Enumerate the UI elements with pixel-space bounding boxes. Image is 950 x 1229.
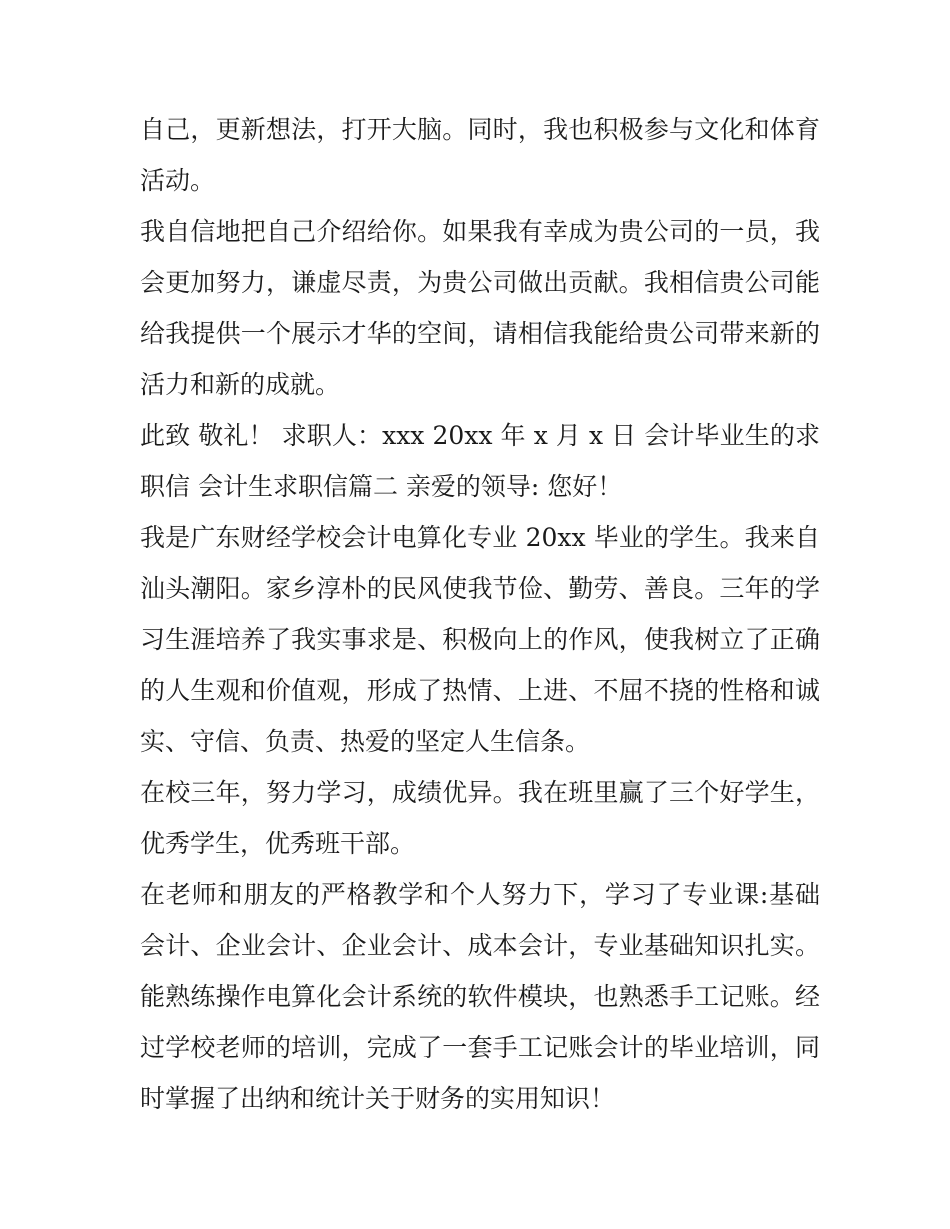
paragraph-background: 我是广东财经学校会计电算化专业 20xx 毕业的学生。我来自汕头潮阳。家乡淳朴的民风使我节俭、勤劳、善良。三年的学习生涯培养了我实事求是、积极向上的作风，使我树立了正确的人生观和价值观，形成了热情、上进、不屈不挠的性格和诚实、守信、负责、热爱的坚定人生信条。 [140,523,820,756]
paragraph-closing-and-greeting: 此致 敬礼！ 求职人：xxx 20xx 年 x 月 x 日 会计毕业生的求职信 会计生求职信篇二 亲爱的领导: 您好！ [140,421,820,501]
paragraph-professional-skills: 在老师和朋友的严格教学和个人努力下，学习了专业课:基础会计、企业会计、企业会计、成本会计，专业基础知识扎实。能熟练操作电算化会计系统的软件模块，也熟悉手工记账。经过学校老师的培训，完成了一套手工记账会计的毕业培训，同时掌握了出纳和统计关于财务的实用知识！ [140,880,820,1113]
paragraph-school-honors: 在校三年，努力学习，成绩优异。我在班里赢了三个好学生，优秀学生，优秀班干部。 [140,778,820,858]
document-body [140,104,820,1124]
paragraph-activities: 自己，更新想法，打开大脑。同时，我也积极参与文化和体育活动。 [140,115,820,195]
paragraph-self-introduction: 我自信地把自己介绍给你。如果我有幸成为贵公司的一员，我会更加努力，谦虚尽责，为贵公司做出贡献。我相信贵公司能给我提供一个展示才华的空间，请相信我能给贵公司带来新的活力和新的成就。 [140,217,820,399]
